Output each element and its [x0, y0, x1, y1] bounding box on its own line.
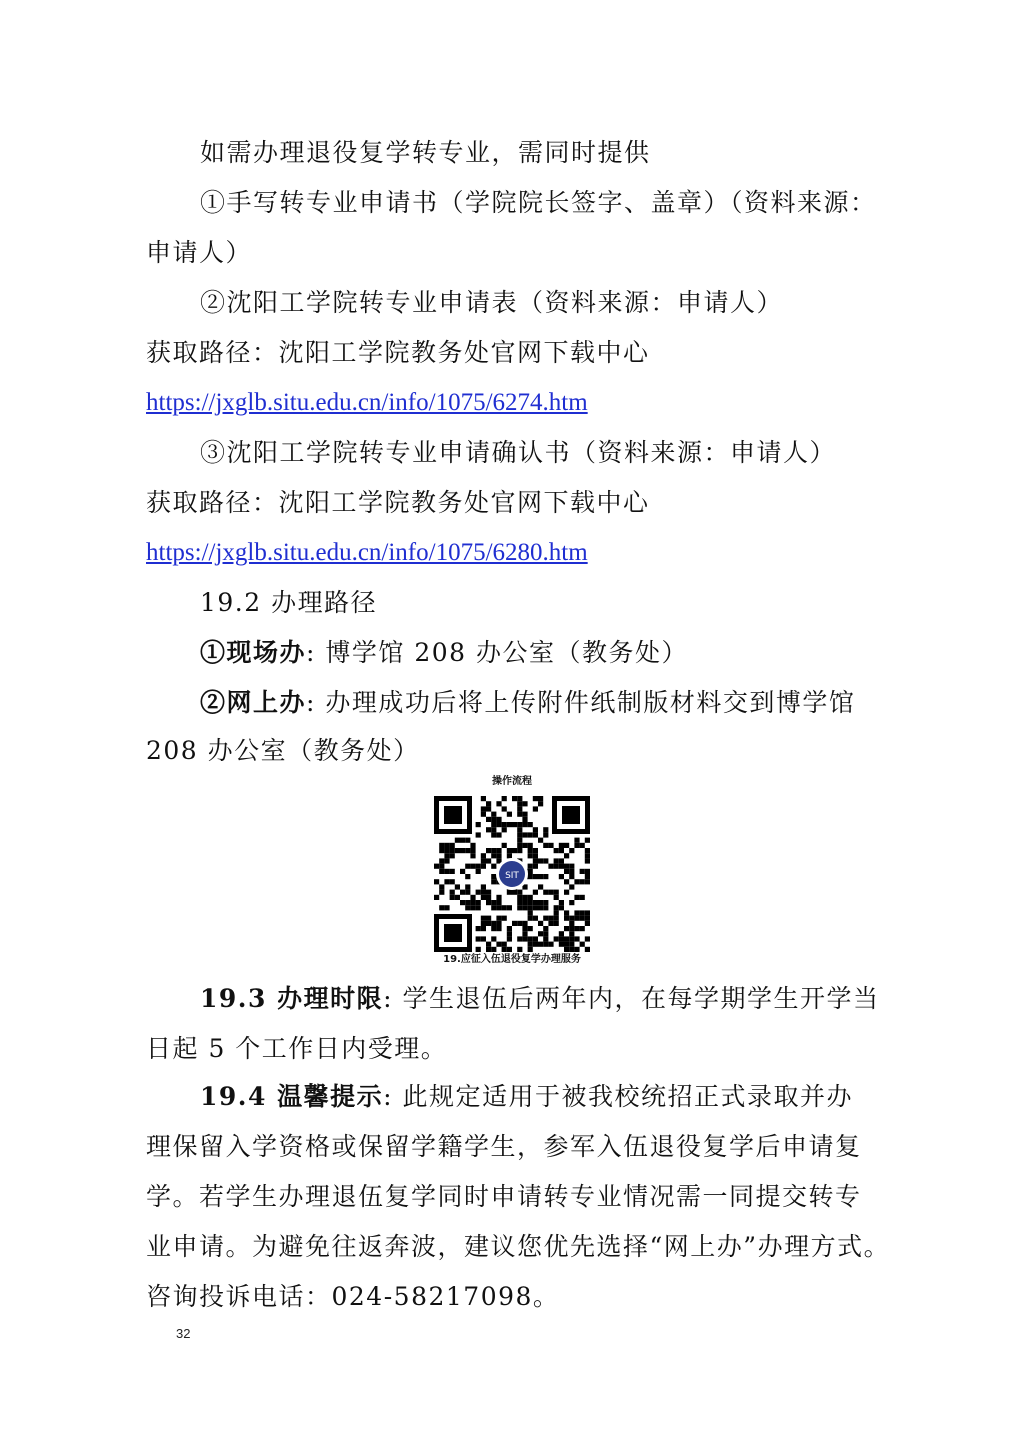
onsite-text: : 博学馆 208 办公室（教务处）: [306, 638, 688, 667]
paragraph-line-18: 学。若学生办理退伍复学同时申请转专业情况需一同提交转专: [146, 1182, 862, 1211]
qr-title: 操作流程: [492, 776, 532, 787]
paragraph-line-3: 申请人）: [146, 238, 253, 267]
paragraph-line-4: ②沈阳工学院转专业申请表（资料来源：申请人）: [200, 288, 784, 317]
qr-code-block: [426, 772, 598, 964]
paragraph-line-15: 日起 5 个工作日内受理。: [146, 1034, 448, 1063]
section-heading-19-2: 19.2 办理路径: [200, 588, 378, 617]
paragraph-line-14: [200, 982, 879, 1016]
paragraph-line-7: ③沈阳工学院转专业申请确认书（资料来源：申请人）: [200, 438, 837, 467]
onsite-label: ①现场办: [200, 638, 307, 667]
paragraph-line-13: 208 办公室（教务处）: [146, 736, 420, 765]
paragraph-line-8: 获取路径：沈阳工学院教务处官网下载中心: [146, 488, 650, 517]
paragraph-line-19: 业申请。为避免往返奔波，建议您优先选择“网上办”办理方式。: [146, 1232, 891, 1261]
paragraph-line-11: [200, 636, 688, 670]
qr-code-image: [426, 788, 598, 960]
qr-logo-text: SIT: [505, 871, 519, 881]
paragraph-line-2: ①手写转专业申请书（学院院长签字、盖章）（资料来源：: [200, 188, 877, 217]
tips-label: 19.4 温馨提示: [200, 1082, 384, 1111]
online-text: : 办理成功后将上传附件纸制版材料交到博学馆: [306, 688, 856, 717]
qr-caption: 19.应征入伍退役复学办理服务: [443, 954, 581, 965]
tips-text: : 此规定适用于被我校统招正式录取并办: [383, 1082, 853, 1111]
page-number: 32: [176, 1326, 191, 1341]
time-limit-text: : 学生退伍后两年内，在每学期学生开学当: [383, 984, 880, 1013]
paragraph-line-17: 理保留入学资格或保留学籍学生，参军入伍退役复学后申请复: [146, 1132, 862, 1161]
paragraph-line-20: 咨询投诉电话：024-58217098。: [146, 1282, 560, 1311]
paragraph-line-5: 获取路径：沈阳工学院教务处官网下载中心: [146, 338, 650, 367]
paragraph-line-16: [200, 1080, 853, 1114]
paragraph-line-12: [200, 686, 855, 720]
download-link-6274[interactable]: https://jxglb.situ.edu.cn/info/1075/6274.htm: [146, 389, 588, 416]
time-limit-label: 19.3 办理时限: [200, 984, 384, 1013]
paragraph-line-1: 如需办理退役复学转专业，需同时提供: [200, 138, 651, 167]
online-label: ②网上办: [200, 688, 307, 717]
download-link-6280[interactable]: https://jxglb.situ.edu.cn/info/1075/6280.htm: [146, 539, 588, 566]
